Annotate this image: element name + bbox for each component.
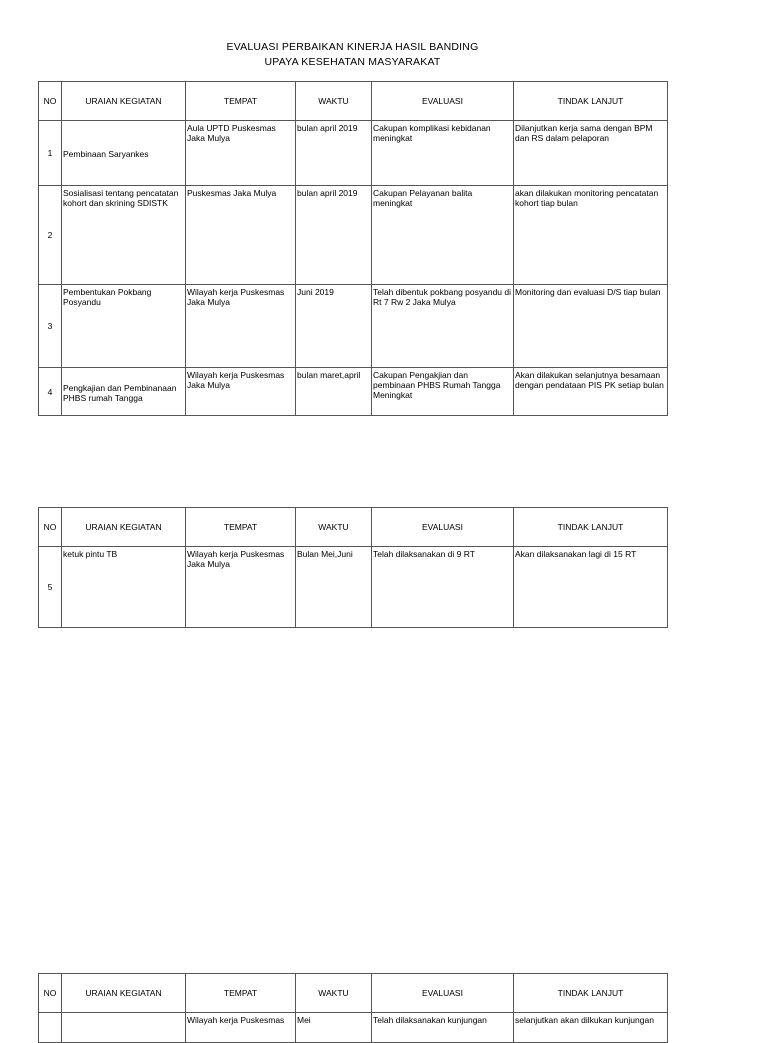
header-tempat: TEMPAT <box>186 82 296 121</box>
cell-tindak-lanjut: Akan dilaksanakan lagi di 15 RT <box>514 547 668 628</box>
header-evaluasi: EVALUASI <box>372 508 514 547</box>
header-waktu: WAKTU <box>296 82 372 121</box>
header-evaluasi: EVALUASI <box>372 82 514 121</box>
table-row <box>39 121 668 186</box>
row-number: 1 <box>39 121 62 186</box>
header-waktu: WAKTU <box>296 974 372 1013</box>
cell-tindak-lanjut: Dilanjutkan kerja sama dengan BPM dan RS dalam pelaporan <box>514 121 668 186</box>
evaluation-table-1 <box>38 81 668 416</box>
header-tindak-lanjut: TINDAK LANJUT <box>514 82 668 121</box>
header-uraian: URAIAN KEGIATAN <box>62 508 186 547</box>
cell-evaluasi: Cakupan Pengakjian dan pembinaan PHBS Rumah Tangga Meningkat <box>372 368 514 416</box>
cell-tempat: Wilayah kerja Puskesmas <box>186 1013 296 1043</box>
header-tempat: TEMPAT <box>186 508 296 547</box>
cell-evaluasi: Cakupan komplikasi kebidanan meningkat <box>372 121 514 186</box>
cell-tempat: Wilayah kerja Puskesmas Jaka Mulya <box>186 368 296 416</box>
table-row <box>39 285 668 368</box>
header-uraian: URAIAN KEGIATAN <box>62 974 186 1013</box>
cell-tempat: Wilayah kerja Puskesmas Jaka Mulya <box>186 285 296 368</box>
header-no: NO <box>39 974 62 1013</box>
cell-waktu: bulan maret,april <box>296 368 372 416</box>
cell-tempat: Aula UPTD Puskesmas Jaka Mulya <box>186 121 296 186</box>
row-number: 2 <box>39 186 62 285</box>
row-number: 3 <box>39 285 62 368</box>
table-row <box>39 547 668 628</box>
cell-tindak-lanjut: Monitoring dan evaluasi D/S tiap bulan <box>514 285 668 368</box>
table-header-row <box>39 974 668 1013</box>
header-tindak-lanjut: TINDAK LANJUT <box>514 508 668 547</box>
cell-uraian: ketuk pintu TB <box>62 547 186 628</box>
table-header-row <box>39 82 668 121</box>
row-number: 4 <box>39 368 62 416</box>
cell-waktu: Mei <box>296 1013 372 1043</box>
document-title: EVALUASI PERBAIKAN KINERJA HASIL BANDING <box>226 41 479 53</box>
table-row <box>39 368 668 416</box>
cell-evaluasi: Telah dilaksanakan kunjungan <box>372 1013 514 1043</box>
cell-evaluasi: Telah dilaksanakan di 9 RT <box>372 547 514 628</box>
table-row <box>39 186 668 285</box>
cell-evaluasi: Cakupan Pelayanan balita meningkat <box>372 186 514 285</box>
cell-evaluasi: Telah dibentuk pokbang posyandu di Rt 7 Rw 2 Jaka Mulya <box>372 285 514 368</box>
evaluation-table-2 <box>38 507 668 628</box>
cell-waktu: Bulan Mei,Juni <box>296 547 372 628</box>
cell-uraian: Pembentukan Pokbang Posyandu <box>62 285 186 368</box>
cell-uraian: Pembinaan Saryankes <box>62 121 186 186</box>
cell-waktu: bulan april 2019 <box>296 121 372 186</box>
header-tempat: TEMPAT <box>186 974 296 1013</box>
header-waktu: WAKTU <box>296 508 372 547</box>
header-evaluasi: EVALUASI <box>372 974 514 1013</box>
row-number: 5 <box>39 547 62 628</box>
cell-tindak-lanjut: akan dilakukan monitoring pencatatan kohort tiap bulan <box>514 186 668 285</box>
cell-waktu: bulan april 2019 <box>296 186 372 285</box>
header-uraian: URAIAN KEGIATAN <box>62 82 186 121</box>
header-tindak-lanjut: TINDAK LANJUT <box>514 974 668 1013</box>
table-row <box>39 1013 668 1043</box>
cell-uraian <box>62 1013 186 1043</box>
cell-tindak-lanjut: selanjutkan akan dilkukan kunjungan <box>514 1013 668 1043</box>
row-number <box>39 1013 62 1043</box>
cell-tindak-lanjut: Akan dilakukan selanjutnya besamaan dengan pendataan PIS PK setiap bulan <box>514 368 668 416</box>
cell-uraian: Sosialisasi tentang pencatatan kohort dan skrining SDISTK <box>62 186 186 285</box>
cell-tempat: Puskesmas Jaka Mulya <box>186 186 296 285</box>
document-subtitle: UPAYA KESEHATAN MASYARAKAT <box>264 56 441 68</box>
cell-waktu: Juni 2019 <box>296 285 372 368</box>
header-no: NO <box>39 508 62 547</box>
evaluation-table-3 <box>38 973 668 1043</box>
cell-uraian: Pengkajian dan Pembinanaan PHBS rumah Tangga <box>62 368 186 416</box>
header-no: NO <box>39 82 62 121</box>
cell-tempat: Wilayah kerja Puskesmas Jaka Mulya <box>186 547 296 628</box>
table-header-row <box>39 508 668 547</box>
